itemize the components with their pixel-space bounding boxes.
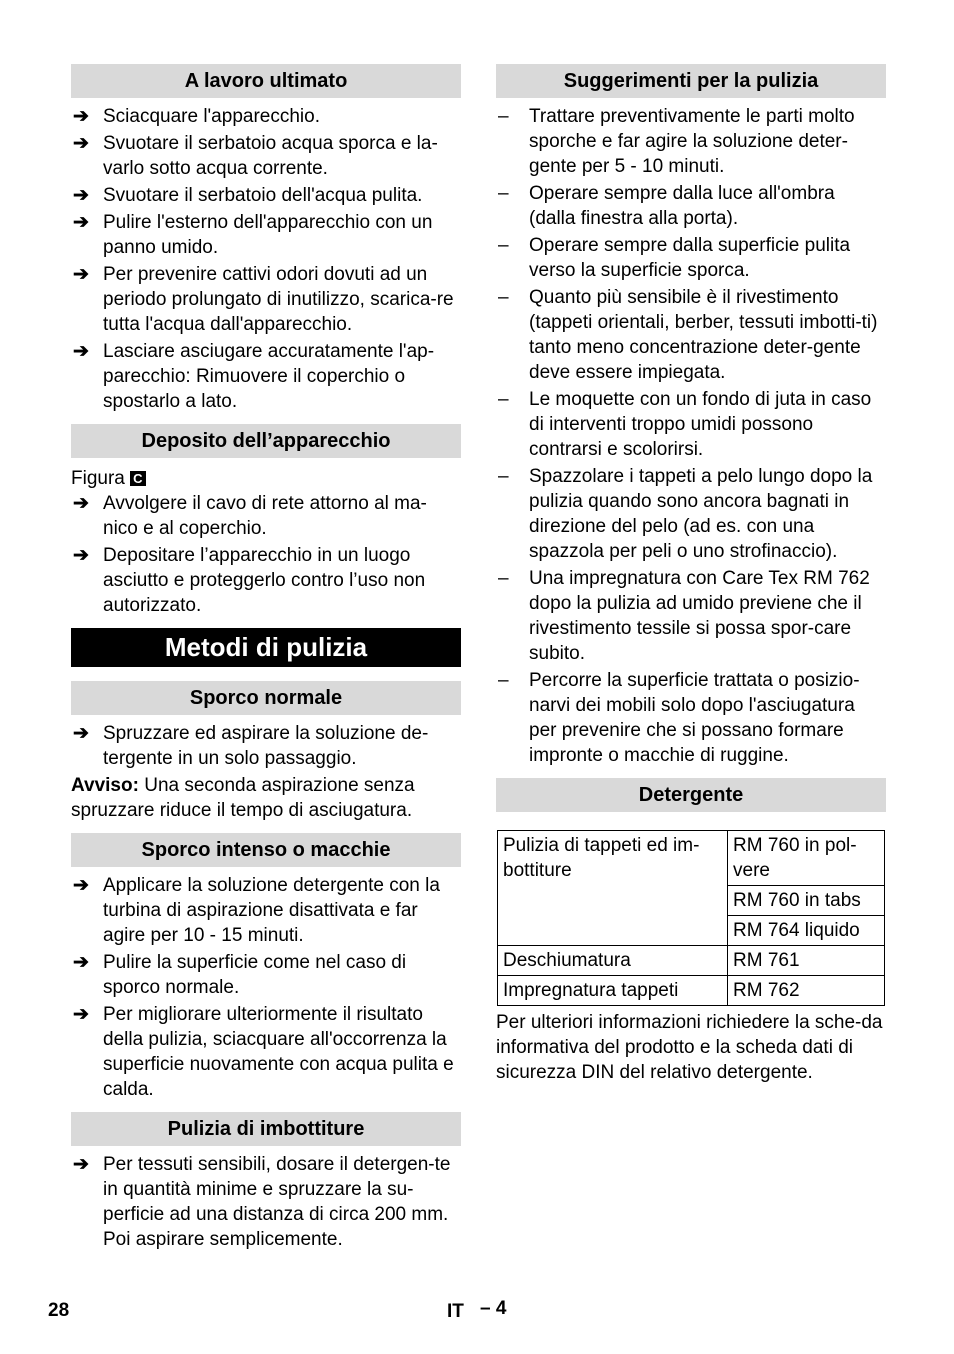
step-item: ➔ Per prevenire cattivi odori dovuti ad un periodo prolungato di inutilizzo, scarica-re tutta l'acqua dall'apparecchio. [73,264,454,335]
table-cell: RM 760 in tabs [728,886,885,916]
tip-item: – Trattare preventivamente le parti molto sporche e far agire la soluzione deter-gente per 5 - 10 minuti. [498,106,855,177]
arrow-right-icon: ➔ [73,1154,89,1175]
section-heading-imbottiture: Pulizia di imbottiture [71,1112,461,1146]
tips-list [496,104,886,768]
section-heading-lavoro-ultimato: A lavoro ultimato [71,64,461,98]
arrow-right-icon: ➔ [73,106,89,127]
tip-item: – Le moquette con un fondo di juta in caso di interventi troppo umidi possono contrarsi e scolorirsi. [498,389,872,460]
section-heading-detergente: Detergente [496,778,886,812]
step-item: ➔ Sciacquare l'apparecchio. [73,106,320,127]
detergent-info-paragraph: Per ulteriori informazioni richiedere la sche-da informativa del prodotto e la scheda dati di sicurezza DIN del relativo detergente. [496,1012,883,1083]
arrow-right-icon: ➔ [73,723,89,744]
dash-bullet: – [498,466,509,487]
arrow-right-icon: ➔ [73,545,89,566]
tip-item: – Percorre la superficie trattata o posizio-narvi dei mobili solo dopo l'asciugatura per prevenire che si possano formare impronte o macchie di ruggine. [498,670,860,766]
dash-bullet: – [498,389,509,410]
dash-bullet: – [498,568,509,589]
section-heading-sporco-normale: Sporco normale [71,681,461,715]
section-heading-sporco-intenso: Sporco intenso o macchie [71,833,461,867]
table-row [498,831,885,886]
section-heading-deposito: Deposito dell’apparecchio [71,424,461,458]
table-cell: RM 762 [728,976,885,1006]
step-list-sporco-normale [71,721,461,771]
dash-bullet: – [498,183,509,204]
detergent-table [497,830,885,1006]
figure-letter-badge: C [130,471,145,486]
table-cell: RM 761 [728,946,885,976]
step-item: ➔ Svuotare il serbatoio dell'acqua pulita. [73,185,423,206]
table-cell: RM 760 in pol-vere [728,831,885,886]
table-cell: Deschiumatura [498,946,728,976]
figure-reference: Figura C [71,466,461,491]
dash-bullet: – [498,106,509,127]
step-list-deposito [71,491,461,618]
step-item: ➔ Spruzzare ed aspirare la soluzione de-tergente in un solo passaggio. [73,723,429,769]
table-cell: Pulizia di tappeti ed im-bottiture [498,831,728,946]
arrow-right-icon: ➔ [73,341,89,362]
arrow-right-icon: ➔ [73,133,89,154]
tip-item: – Spazzolare i tappeti a pelo lungo dopo la pulizia quando sono ancora bagnati in direzione del pelo (ad es. con una spazzola per peli o uno strofinaccio). [498,466,873,562]
step-item: ➔ Avvolgere il cavo di rete attorno al ma-nico e al coperchio. [73,493,427,539]
sub-page-number: – 4 [480,1298,507,1319]
right-column [496,64,886,1095]
arrow-right-icon: ➔ [73,264,89,285]
step-list-sporco-intenso [71,873,461,1102]
dash-bullet: – [498,287,509,308]
step-item: ➔ Depositare l’apparecchio in un luogo asciutto e proteggerlo contro l’uso non autorizzato. [73,545,426,616]
main-heading-metodi: Metodi di pulizia [71,628,461,667]
language-code: IT [447,1301,464,1322]
left-column [71,64,461,1262]
arrow-right-icon: ➔ [73,212,89,233]
arrow-right-icon: ➔ [73,952,89,973]
arrow-right-icon: ➔ [73,185,89,206]
arrow-right-icon: ➔ [73,1004,89,1025]
step-item: ➔ Per migliorare ulteriormente il risultato della pulizia, sciacquare all'occorrenza la superficie nuovamente con acqua pulita e calda. [73,1004,454,1100]
tip-item: – Operare sempre dalla superficie pulita verso la superficie sporca. [498,235,851,281]
step-item: ➔ Pulire la superficie come nel caso di sporco normale. [73,952,407,998]
tip-item: – Operare sempre dalla luce all'ombra (dalla finestra alla porta). [498,183,835,229]
table-cell: RM 764 liquido [728,916,885,946]
tip-item: – Quanto più sensibile è il rivestimento (tappeti orientali, berber, tessuti imbotti-ti) tanto meno concentrazione deter-gente deve essere impiegata. [498,287,878,383]
page-number: 28 [48,1300,70,1321]
step-list-imbottiture [71,1152,461,1252]
arrow-right-icon: ➔ [73,493,89,514]
step-item: ➔ Pulire l'esterno dell'apparecchio con un panno umido. [73,212,433,258]
note-paragraph: Avviso: Una seconda aspirazione senza spruzzare riduce il tempo di asciugatura. [71,775,415,821]
step-item: ➔ Lasciare asciugare accuratamente l'ap-parecchio: Rimuovere il coperchio o spostarlo a lato. [73,341,435,412]
tip-item: – Una impregnatura con Care Tex RM 762 dopo la pulizia ad umido previene che il rivestimento tessile si possa spor-care subito. [498,568,870,664]
dash-bullet: – [498,670,509,691]
step-item: ➔ Svuotare il serbatoio acqua sporca e la-varlo sotto acqua corrente. [73,133,438,179]
table-cell: Impregnatura tappeti [498,976,728,1006]
section-heading-suggerimenti: Suggerimenti per la pulizia [496,64,886,98]
step-list-lavoro-ultimato [71,104,461,414]
step-item: ➔ Applicare la soluzione detergente con la turbina di aspirazione disattivata e far agire per 10 - 15 minuti. [73,875,440,946]
dash-bullet: – [498,235,509,256]
table-row [498,946,885,976]
table-row [498,976,885,1006]
step-item: ➔ Per tessuti sensibili, dosare il detergen-te in quantità minime e spruzzare la su-perficie ad una distanza di circa 200 mm. Poi aspirare semplicemente. [73,1154,451,1250]
arrow-right-icon: ➔ [73,875,89,896]
